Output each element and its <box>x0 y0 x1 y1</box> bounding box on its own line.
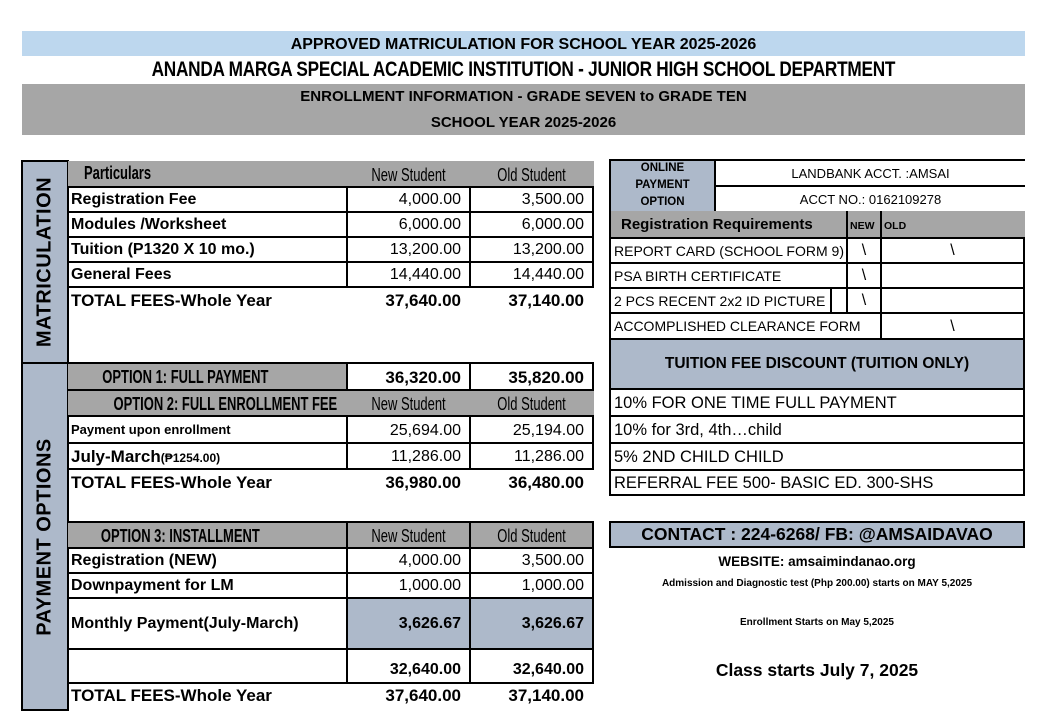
option2-total-old: 36,480.00 <box>508 473 584 492</box>
institution-name <box>22 56 1025 84</box>
requirements-col-old: OLD <box>884 220 907 232</box>
requirement-item: 2 PCS RECENT 2x2 ID PICTURE <box>614 293 826 309</box>
discount-item: 10% FOR ONE TIME FULL PAYMENT <box>614 394 897 412</box>
table-cell-new: 6,000.00 <box>398 216 461 233</box>
discount-item: 10% for 3rd, 4th…child <box>614 421 782 439</box>
enrollment-subtitle: ENROLLMENT INFORMATION - GRADE SEVEN to GRADE TEN <box>300 88 747 105</box>
table-cell-new: 25,694.00 <box>389 422 461 439</box>
table-cell-new: 14,440.00 <box>389 266 461 283</box>
enrollment-note: Enrollment Starts on May 5,2025 <box>740 617 894 628</box>
check-icon: \ <box>861 267 867 284</box>
website[interactable]: WEBSITE: amsaimindanao.org <box>718 554 916 569</box>
discount-item: 5% 2ND CHILD CHILD <box>614 448 784 466</box>
table-cell-old: 1,000.00 <box>521 577 584 594</box>
main-title: APPROVED MATRICULATION FOR SCHOOL YEAR 2025-2026 <box>22 31 1025 56</box>
option3-label: OPTION 3: INSTALLMENT <box>100 526 260 546</box>
table-row-label: Payment upon enrollment <box>71 422 231 437</box>
requirement-item: ACCOMPLISHED CLEARANCE FORM <box>614 318 861 334</box>
matriculation-total-new: 37,640.00 <box>385 291 461 310</box>
option2-total-label: TOTAL FEES-Whole Year <box>71 473 272 492</box>
bank-account-name: LANDBANK ACCT. :AMSAI <box>791 166 950 181</box>
matriculation-total-label: TOTAL FEES-Whole Year <box>71 291 272 310</box>
matriculation-side-label <box>21 160 69 364</box>
column-new-student: New Student <box>371 165 447 185</box>
contact-box <box>609 521 1025 548</box>
table-cell-old: 3,500.00 <box>521 191 584 208</box>
option3-col-new: New Student <box>371 526 447 546</box>
table-cell-new: 1,000.00 <box>398 577 461 594</box>
requirement-item: PSA BIRTH CERTIFICATE <box>614 268 782 284</box>
table-cell-new: 11,286.00 <box>391 448 461 465</box>
payment-options-side-label <box>21 362 69 711</box>
table-cell-new: 4,000.00 <box>398 191 461 208</box>
option2-col-old: Old Student <box>497 394 567 414</box>
class-start-note: Class starts July 7, 2025 <box>715 660 919 680</box>
table-row-label: General Fees <box>71 266 172 283</box>
table-row-label: Downpayment for LM <box>71 577 234 594</box>
matriculation-label-text: MATRICULATION <box>33 176 56 348</box>
payment-options-label-text: PAYMENT OPTIONS <box>33 437 56 636</box>
institution-name-text: ANANDA MARGA SPECIAL ACADEMIC INSTITUTION - JUNIOR HIGH SCHOOL DEPARTMENT <box>151 58 896 81</box>
table-cell-old: 6,000.00 <box>521 216 584 233</box>
table-row-label: Tuition (P1320 X 10 mo.) <box>71 241 255 258</box>
table-row-label: Monthly Payment(July-March) <box>71 615 299 632</box>
option3-total-label: TOTAL FEES-Whole Year <box>71 686 272 705</box>
column-particulars: Particulars <box>84 163 152 183</box>
table-row-label <box>68 650 346 682</box>
monthly-payment-old: 3,626.67 <box>521 615 584 632</box>
check-icon: \ <box>861 242 867 259</box>
option1-new: 36,320.00 <box>385 368 461 387</box>
table-cell-old: 13,200.00 <box>512 241 584 258</box>
bank-account-number: ACCT NO.: 0162109278 <box>799 192 942 207</box>
option1-label: OPTION 1: FULL PAYMENT <box>102 367 269 387</box>
subtotal-new: 32,640.00 <box>389 661 461 678</box>
subtotal-old: 32,640.00 <box>512 661 584 678</box>
matriculation-total-old: 37,140.00 <box>508 291 584 310</box>
enrollment-info-banner <box>22 84 1025 135</box>
table-cell-old: 25,194.00 <box>512 422 584 439</box>
table-row-label: Registration Fee <box>71 191 197 208</box>
july-march-note: (₱1254.00) <box>160 451 221 465</box>
option2-total-new: 36,980.00 <box>385 473 461 492</box>
option3-total-old: 37,140.00 <box>508 686 584 705</box>
admission-note: Admission and Diagnostic test (Php 200.00) starts on MAY 5,2025 <box>661 578 973 589</box>
requirements-col-new: NEW <box>850 220 875 232</box>
table-cell-old: 3,500.00 <box>521 552 584 569</box>
monthly-payment-new: 3,626.67 <box>398 615 461 632</box>
school-year: SCHOOL YEAR 2025-2026 <box>430 114 617 131</box>
requirements-title: Registration Requirements <box>621 216 813 233</box>
option1-old: 35,820.00 <box>508 368 584 387</box>
table-cell-old: 11,286.00 <box>514 448 584 465</box>
check-icon: \ <box>861 292 867 309</box>
table-row-label: July-March(₱1254.00) <box>71 447 221 466</box>
table-cell-new: 13,200.00 <box>389 241 461 258</box>
option3-total-new: 37,640.00 <box>385 686 461 705</box>
discount-title: TUITION FEE DISCOUNT (TUITION ONLY) <box>664 355 970 372</box>
requirement-item: REPORT CARD (SCHOOL FORM 9) <box>614 243 844 259</box>
discount-item: REFERRAL FEE 500- BASIC ED. 300-SHS <box>614 474 934 492</box>
check-icon: \ <box>950 242 955 259</box>
check-icon: \ <box>950 318 955 335</box>
table-row-label: Modules /Worksheet <box>71 216 227 233</box>
table-cell-new: 4,000.00 <box>398 552 461 569</box>
table-row-label: Registration (NEW) <box>71 552 217 569</box>
online-payment-label: ONLINE PAYMENT OPTION <box>635 162 690 208</box>
option3-col-old: Old Student <box>497 526 567 546</box>
table-cell-old: 14,440.00 <box>512 266 584 283</box>
option2-label: OPTION 2: FULL ENROLLMENT FEE <box>113 394 338 414</box>
column-old-student: Old Student <box>497 165 567 185</box>
option2-col-new: New Student <box>371 394 447 414</box>
contact-line: CONTACT : 224-6268/ FB: @AMSAIDAVAO <box>641 524 993 544</box>
